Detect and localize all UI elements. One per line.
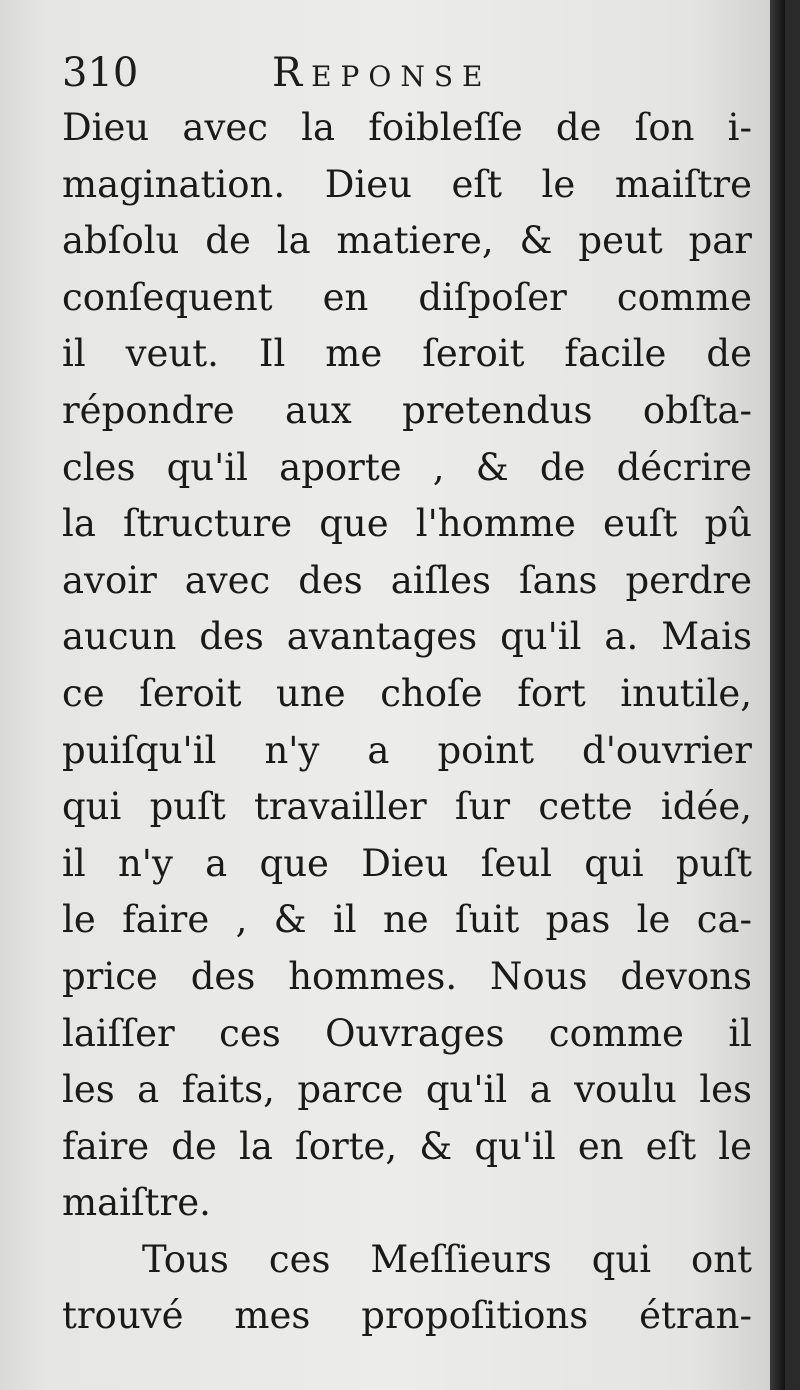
text-line: il n'y a que Dieu ſeul qui puſt: [62, 841, 752, 885]
text-line: le faire , & il ne ſuit pas le ca-: [62, 898, 752, 942]
text-line: la ſtructure que l'homme euſt pû: [62, 502, 752, 546]
text-line: abſolu de la matiere, & peut par: [62, 219, 752, 263]
running-head: Reponse: [272, 50, 492, 96]
page-edge-shadow: [770, 0, 785, 1390]
text-line: Dieu avec la foibleſſe de ſon i-: [62, 106, 752, 149]
body-text: [62, 100, 752, 1345]
text-line: faire de la ſorte, & qu'il en eſt le: [62, 1124, 752, 1168]
text-line: qui puſt travailler ſur cette idée,: [62, 785, 752, 829]
text-line: maiſtre.: [62, 1181, 211, 1225]
page-header: [62, 48, 762, 98]
text-line-indented: Tous ces Meſſieurs qui ont: [142, 1237, 752, 1281]
text-line: répondre aux pretendus obſta-: [62, 388, 752, 432]
text-line: il veut. Il me ſeroit facile de: [62, 332, 752, 376]
text-line: magination. Dieu eſt le maiſtre: [62, 162, 752, 206]
text-line: conſequent en diſpoſer comme: [62, 275, 752, 319]
text-line: trouvé mes propoſitions étran-: [62, 1294, 752, 1338]
text-line: price des hommes. Nous devons: [62, 954, 752, 998]
text-line: cles qu'il aporte , & de décrire: [62, 445, 752, 489]
text-line: avoir avec des aiſles ſans perdre: [62, 558, 752, 602]
text-line: puiſqu'il n'y a point d'ouvrier: [62, 728, 752, 772]
text-line: les a faits, parce qu'il a voulu les: [62, 1068, 752, 1112]
page-number: 310: [62, 50, 139, 96]
text-line: laiſſer ces Ouvrages comme il: [62, 1011, 752, 1055]
text-line: aucun des avantages qu'il a. Mais: [62, 615, 752, 659]
text-line: ce ſeroit une choſe fort inutile,: [62, 671, 752, 715]
